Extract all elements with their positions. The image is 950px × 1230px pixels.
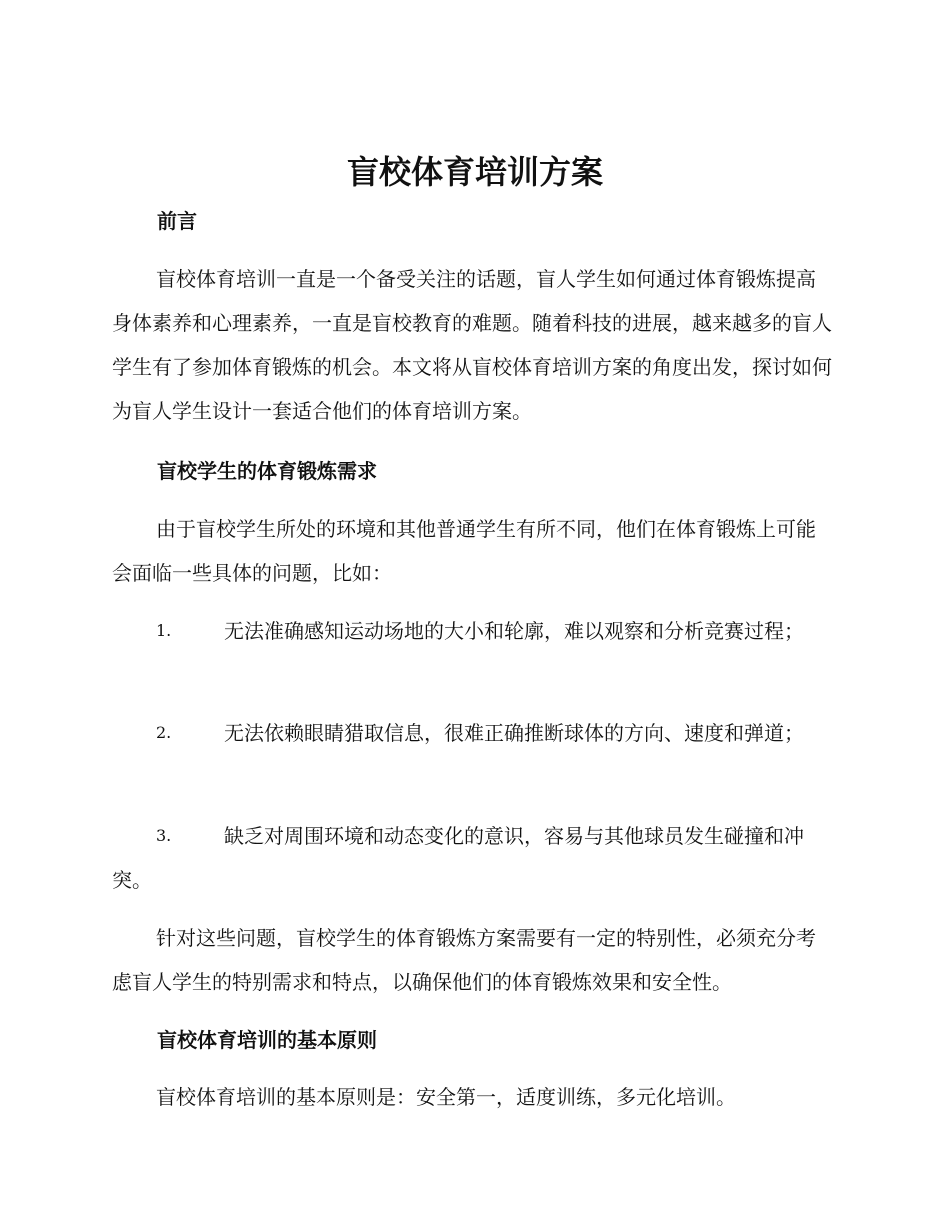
paragraph: 针对这些问题，盲校学生的体育锻炼方案需要有一定的特别性，必须充分考虑盲人学生的特别需求和特点，以确保他们的体育锻炼效果和安全性。 — [112, 926, 816, 994]
paragraph: 由于盲校学生所处的环境和其他普通学生有所不同，他们在体育锻炼上可能会面临一些具体的问题，比如： — [112, 517, 816, 585]
needs-intro-paragraph — [112, 507, 832, 595]
needs-closing-paragraph — [112, 916, 832, 1004]
paragraph: 盲校体育培训的基本原则是：安全第一，适度训练，多元化培训。 — [156, 1085, 736, 1109]
document-title: 盲校体育培训方案 — [346, 153, 603, 191]
list-item — [112, 711, 834, 755]
list-number: 1. — [156, 621, 172, 640]
section-heading-needs: 盲校学生的体育锻炼需求 — [157, 459, 377, 483]
list-item-text: 无法准确感知运动场地的大小和轮廓，难以观察和分析竞赛过程； — [224, 619, 804, 643]
section-heading-principles: 盲校体育培训的基本原则 — [157, 1028, 377, 1052]
list-item — [112, 609, 834, 653]
paragraph: 盲校体育培训一直是一个备受关注的话题，盲人学生如何通过体育锻炼提高身体素养和心理素养，一直是盲校教育的难题。随着科技的进展，越来越多的盲人学生有了参加体育锻炼的机会。本文将从盲校体育培训方案的角度出发，探讨如何为盲人学生设计一套适合他们的体育培训方案。 — [112, 267, 832, 423]
list-item — [112, 814, 834, 902]
list-number: 3. — [156, 826, 172, 845]
preface-paragraph — [112, 257, 832, 433]
section-heading-preface: 前言 — [157, 209, 197, 233]
principles-paragraph — [112, 1075, 832, 1119]
list-number: 2. — [156, 723, 172, 742]
list-item-text: 无法依赖眼睛猎取信息，很难正确推断球体的方向、速度和弹道； — [224, 721, 804, 745]
list-item-text: 缺乏对周围环境和动态变化的意识，容易与其他球员发生碰撞和冲突。 — [112, 824, 804, 892]
